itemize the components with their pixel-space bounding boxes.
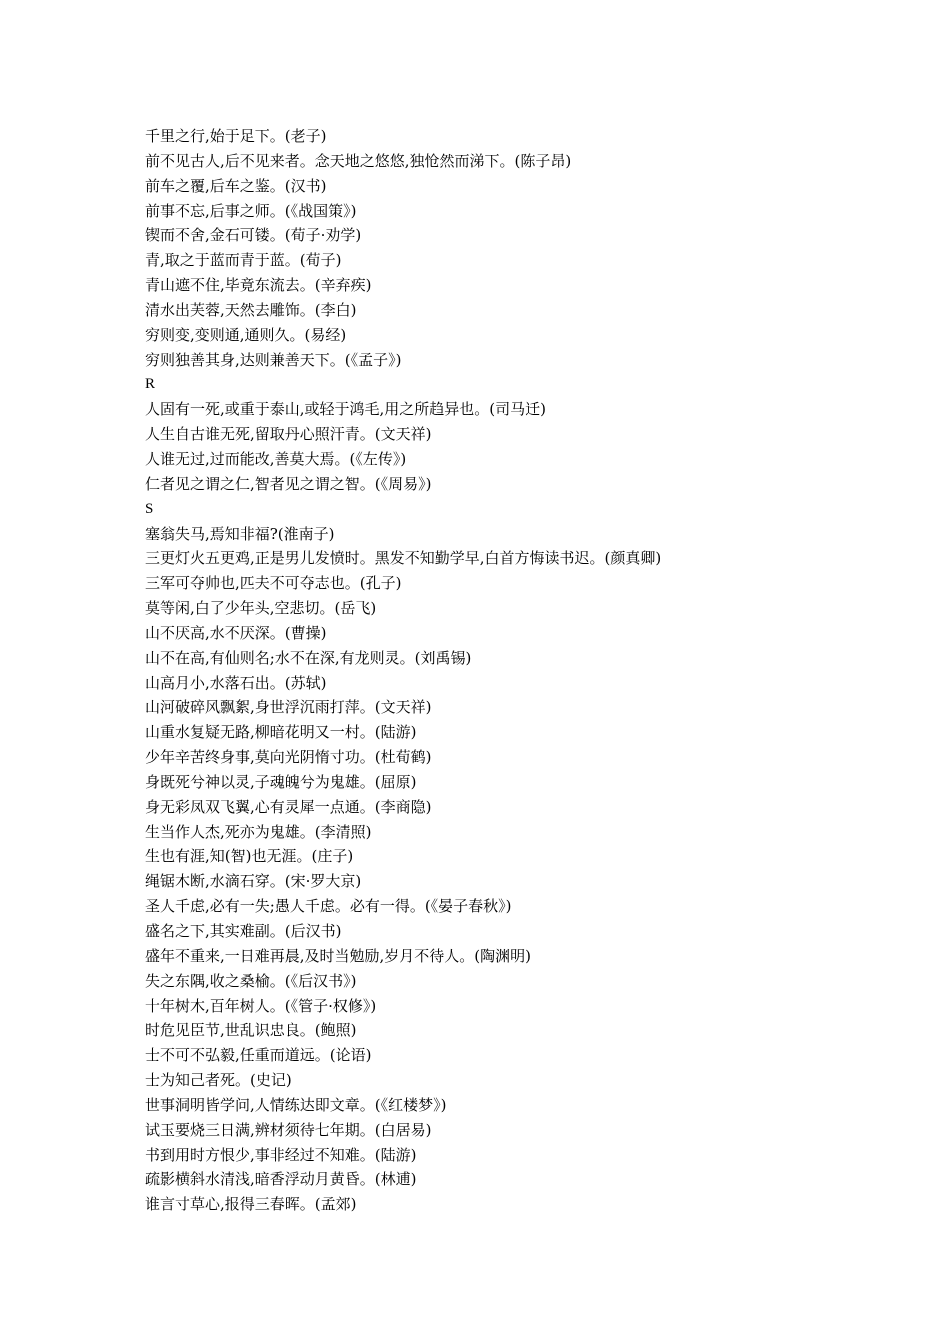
quote-line: 人生自古谁无死,留取丹心照汗青。(文天祥): [145, 425, 432, 444]
quote-line: 青山遮不住,毕竟东流去。(辛弃疾): [145, 276, 372, 295]
section-letter: R: [145, 376, 156, 393]
quote-line: 谁言寸草心,报得三春晖。(孟郊): [145, 1195, 357, 1214]
quote-line: 青,取之于蓝而青于蓝。(荀子): [145, 251, 342, 270]
quote-line: 莫等闲,白了少年头,空悲切。(岳飞): [145, 599, 377, 618]
quote-line: 山河破碎风飘絮,身世浮沉雨打萍。(文天祥): [145, 698, 432, 717]
quote-line: 圣人千虑,必有一失;愚人千虑。必有一得。(《晏子春秋》): [145, 897, 512, 916]
quote-line: 盛名之下,其实难副。(后汉书): [145, 922, 342, 940]
quote-line: 锲而不舍,金石可镂。(荀子·劝学): [145, 226, 362, 245]
quote-line: 身既死兮神以灵,子魂魄兮为鬼雄。(屈原): [145, 772, 417, 791]
quote-line: 山重水复疑无路,柳暗花明又一村。(陆游): [145, 723, 417, 742]
quote-line: 山高月小,水落石出。(苏轼): [145, 673, 327, 692]
quote-line: 三更灯火五更鸡,正是男儿发愤时。黑发不知勤学早,白首方悔读书迟。(颜真卿): [145, 549, 662, 568]
quote-line: 山不厌高,水不厌深。(曹操): [145, 623, 327, 642]
quote-line: 人固有一死,或重于泰山,或轻于鸿毛,用之所趋异也。(司马迁): [145, 400, 547, 419]
quote-line: 士为知己者死。(史记): [145, 1071, 292, 1090]
quote-line: 生也有涯,知(智)也无涯。(庄子): [145, 847, 354, 866]
quote-line: 塞翁失马,焉知非福?(淮南子): [145, 524, 335, 543]
quote-line: 千里之行,始于足下。(老子): [145, 127, 327, 145]
quote-line: 书到用时方恨少,事非经过不知难。(陆游): [145, 1145, 417, 1164]
quote-line: 十年树木,百年树人。(《管子·权修》): [145, 996, 377, 1015]
quote-line: 盛年不重来,一日难再晨,及时当勉励,岁月不待人。(陶渊明): [145, 946, 532, 965]
quote-line: 世事洞明皆学问,人情练达即文章。(《红楼梦》): [145, 1095, 447, 1114]
quote-line: 生当作人杰,死亦为鬼雄。(李清照): [145, 822, 372, 841]
quote-line: 穷则变,变则通,通则久。(易经): [145, 325, 347, 344]
quote-line: 山不在高,有仙则名;水不在深,有龙则灵。(刘禹锡): [145, 648, 472, 667]
quote-line: 试玉要烧三日满,辨材须待七年期。(白居易): [145, 1120, 432, 1139]
quote-line: 清水出芙蓉,天然去雕饰。(李白): [145, 300, 357, 319]
section-letter: S: [145, 500, 154, 517]
quote-list: [145, 124, 925, 1217]
quote-line: 失之东隅,收之桑榆。(《后汉书》): [145, 971, 357, 990]
quote-line: 士不可不弘毅,任重而道远。(论语): [145, 1046, 372, 1065]
quote-line: 前事不忘,后事之师。(《战国策》): [145, 201, 357, 220]
quote-line: 前车之覆,后车之鉴。(汉书): [145, 176, 327, 195]
quote-line: 仁者见之谓之仁,智者见之谓之智。(《周易》): [145, 474, 432, 493]
quote-line: 身无彩凤双飞翼,心有灵犀一点通。(李商隐): [145, 797, 432, 816]
quote-line: 时危见臣节,世乱识忠良。(鲍照): [145, 1021, 357, 1040]
quote-line: 绳锯木断,水滴石穿。(宋·罗大京): [145, 872, 362, 891]
quote-line: 三军可夺帅也,匹夫不可夺志也。(孔子): [145, 574, 402, 593]
quote-line: 前不见古人,后不见来者。念天地之悠悠,独怆然而涕下。(陈子昂): [145, 151, 572, 170]
quote-line: 穷则独善其身,达则兼善天下。(《孟子》): [145, 350, 402, 369]
quote-line: 人谁无过,过而能改,善莫大焉。(《左传》): [145, 449, 407, 468]
quote-line: 疏影横斜水清浅,暗香浮动月黄昏。(林逋): [145, 1170, 417, 1189]
quote-line: 少年辛苦终身事,莫向光阴惰寸功。(杜荀鹤): [145, 748, 432, 767]
